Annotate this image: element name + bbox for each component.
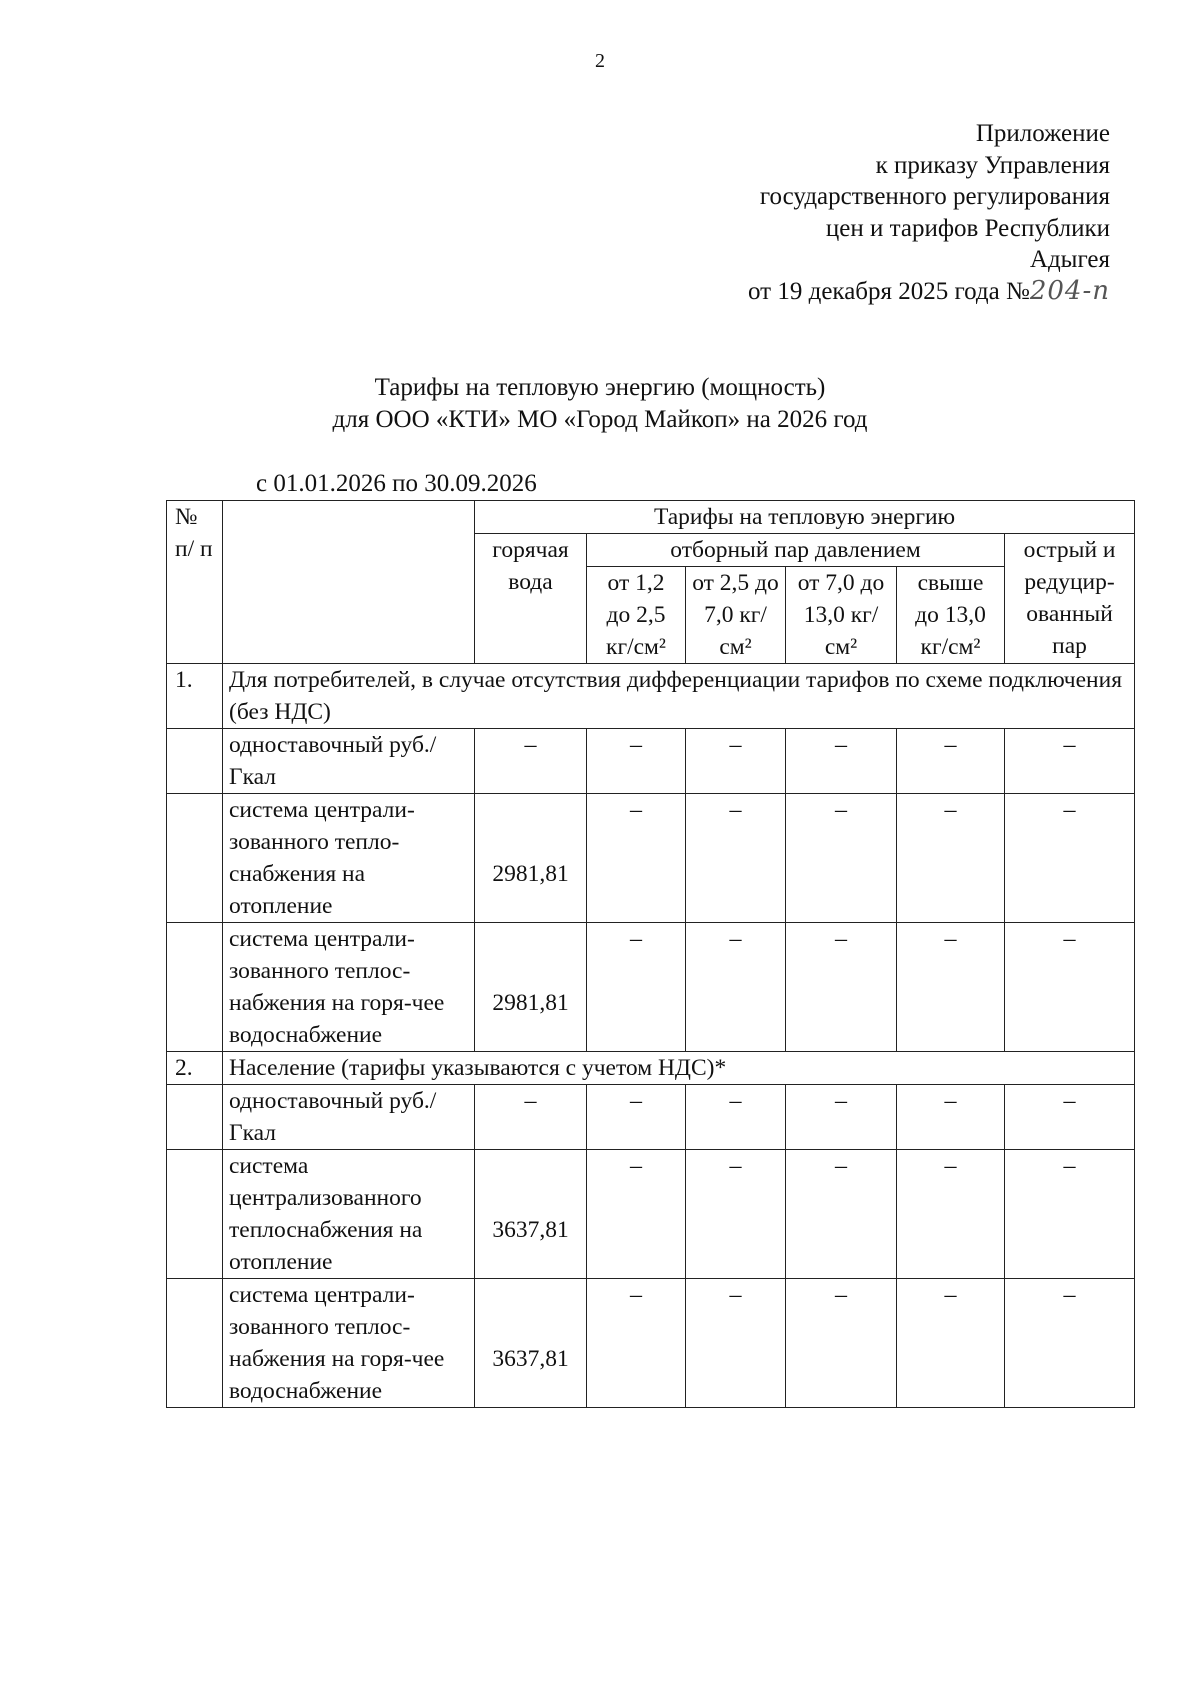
dash-cell: – — [587, 1279, 686, 1408]
dash-cell: – — [686, 1085, 786, 1150]
dash-cell: – — [897, 1085, 1005, 1150]
hot-water-value: 2981,81 — [475, 923, 587, 1052]
row-num-cell — [167, 1085, 223, 1150]
hot-water-value: 2981,81 — [475, 794, 587, 923]
dash-cell: – — [1005, 729, 1135, 794]
appendix-line: государственного регулирования — [759, 183, 1110, 210]
dash-cell: – — [1005, 1150, 1135, 1279]
row-label: одноставочный руб./Гкал — [223, 729, 475, 794]
dash-cell: – — [786, 1150, 897, 1279]
dash-cell: – — [587, 1085, 686, 1150]
hot-water-value: 3637,81 — [475, 1279, 587, 1408]
appendix-line: к приказу Управления — [875, 151, 1110, 179]
header-sharp-steam: острый и редуцир-ованный пар — [1005, 534, 1135, 664]
appendix-line: цен и тарифов Республики — [825, 214, 1110, 242]
table-row — [167, 1279, 1135, 1408]
dash-cell: – — [897, 1279, 1005, 1408]
dash-cell: – — [897, 923, 1005, 1052]
table-row — [167, 1150, 1135, 1279]
header-steam-group: отборный пар давлением — [587, 534, 1005, 567]
dash-cell: – — [786, 923, 897, 1052]
appendix-date-line — [590, 276, 1110, 308]
hot-water-value: – — [475, 1085, 587, 1150]
section-number: 1. — [167, 664, 223, 729]
appendix-line: Приложение — [975, 120, 1110, 147]
period-label: с 01.01.2026 по 30.09.2026 — [256, 470, 537, 497]
row-num-cell — [167, 794, 223, 923]
dash-cell: – — [786, 1279, 897, 1408]
header-row-1 — [167, 501, 1135, 534]
row-num-cell — [167, 1279, 223, 1408]
order-number-handwritten: 204-п — [1029, 275, 1110, 306]
appendix-line: Адыгея — [1029, 246, 1110, 273]
title-line-1: Тарифы на тепловую энергию (мощность) — [374, 374, 826, 401]
row-num-cell — [167, 729, 223, 794]
dash-cell: – — [897, 1150, 1005, 1279]
dash-cell: – — [897, 794, 1005, 923]
dash-cell: – — [786, 1085, 897, 1150]
table-row — [167, 923, 1135, 1052]
dash-cell: – — [1005, 794, 1135, 923]
appendix-block — [590, 118, 1110, 307]
dash-cell: – — [1005, 1279, 1135, 1408]
dash-cell: – — [686, 729, 786, 794]
header-empty — [223, 501, 475, 664]
dash-cell: – — [786, 794, 897, 923]
dash-cell: – — [1005, 923, 1135, 1052]
page-number: 2 — [595, 50, 605, 72]
row-label: система централизованного теплоснабжения на отопление — [223, 1150, 475, 1279]
document-title — [0, 372, 1200, 436]
row-num-cell — [167, 923, 223, 1052]
dash-cell: – — [587, 923, 686, 1052]
dash-cell: – — [1005, 1085, 1135, 1150]
row-num-cell — [167, 1150, 223, 1279]
section-title: Население (тарифы указываются с учетом НДС)* — [223, 1052, 1135, 1085]
dash-cell: – — [587, 794, 686, 923]
dash-cell: – — [897, 729, 1005, 794]
dash-cell: – — [686, 1150, 786, 1279]
dash-cell: – — [686, 1279, 786, 1408]
section-number: 2. — [167, 1052, 223, 1085]
title-line-2: для ООО «КТИ» МО «Город Майкоп» на 2026 год — [332, 406, 868, 433]
row-label: одноставочный руб./Гкал — [223, 1085, 475, 1150]
hot-water-value: 3637,81 — [475, 1150, 587, 1279]
row-label: система централи-зованного тепло-снабжения на отопление — [223, 794, 475, 923]
appendix-date: от 19 декабря 2025 года № — [748, 277, 1030, 305]
table-row — [167, 1085, 1135, 1150]
tariffs-table — [166, 500, 1135, 1408]
header-steam-1: от 1,2 до 2,5 кг/см² — [587, 567, 686, 664]
section-title: Для потребителей, в случае отсутствия дифференциации тарифов по схеме подключения (без НДС) — [223, 664, 1135, 729]
header-hot-water: горячая вода — [475, 534, 587, 664]
header-steam-4: свыше до 13,0 кг/см² — [897, 567, 1005, 664]
dash-cell: – — [786, 729, 897, 794]
dash-cell: – — [686, 923, 786, 1052]
row-label: система централи-зованного теплос-набжения на горя-чее водоснабжение — [223, 923, 475, 1052]
hot-water-value: – — [475, 729, 587, 794]
table-row — [167, 729, 1135, 794]
dash-cell: – — [686, 794, 786, 923]
row-label: система централи-зованного теплос-набжения на горя-чее водоснабжение — [223, 1279, 475, 1408]
section-row — [167, 1052, 1135, 1085]
section-row — [167, 664, 1135, 729]
table-row — [167, 794, 1135, 923]
header-num: № п/ п — [167, 501, 223, 664]
dash-cell: – — [587, 1150, 686, 1279]
header-steam-3: от 7,0 до 13,0 кг/см² — [786, 567, 897, 664]
header-tariffs-group: Тарифы на тепловую энергию — [475, 501, 1135, 534]
header-steam-2: от 2,5 до 7,0 кг/см² — [686, 567, 786, 664]
dash-cell: – — [587, 729, 686, 794]
